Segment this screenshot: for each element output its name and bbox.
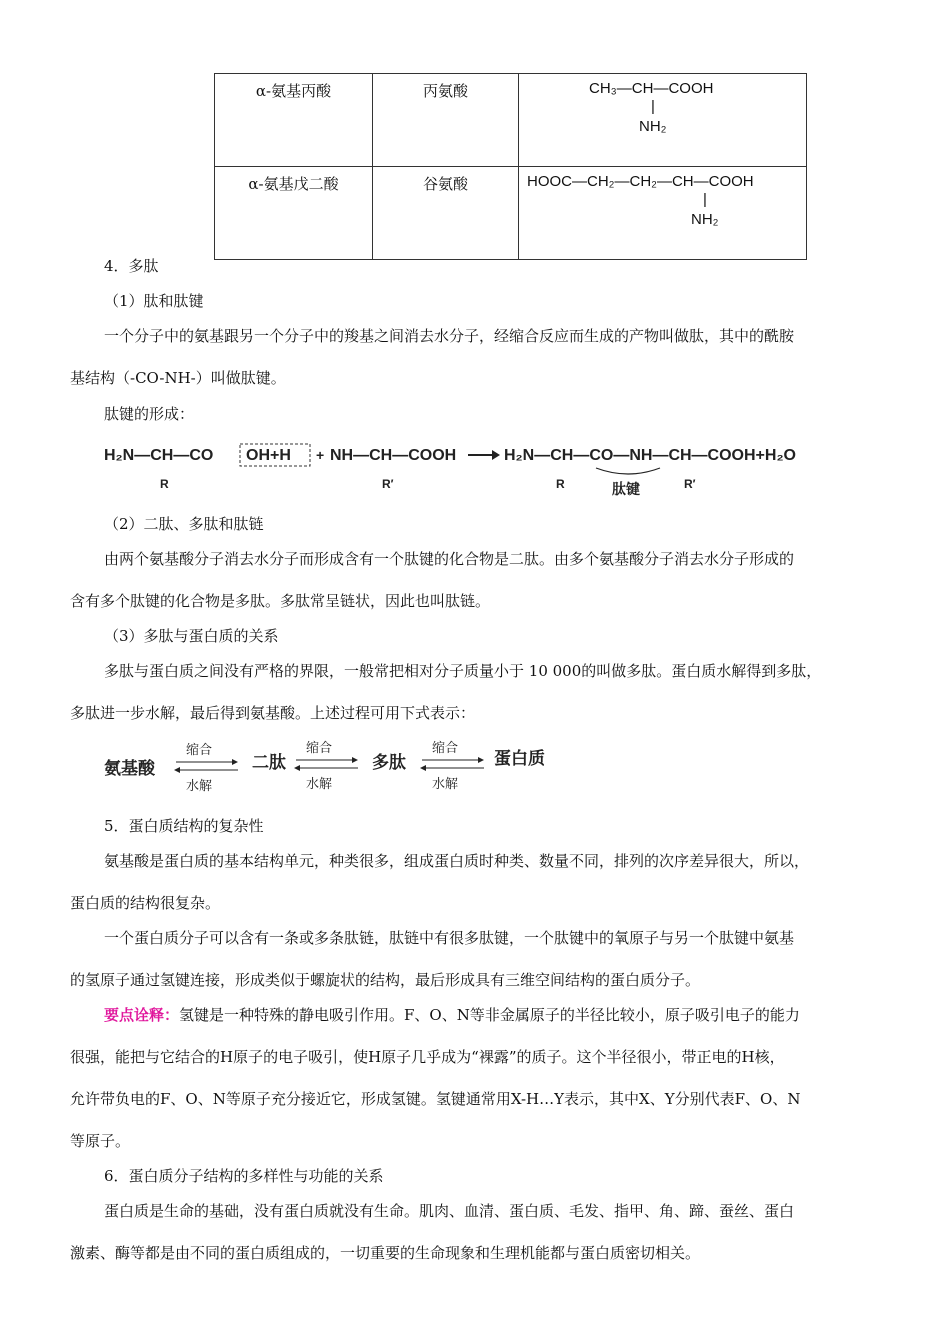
- structure-cell: [519, 74, 807, 167]
- bond-line: |: [703, 191, 707, 208]
- paragraph-line: 等原子。: [70, 1132, 131, 1150]
- svg-text:+: +: [316, 447, 325, 463]
- r-group: R: [160, 477, 169, 491]
- paragraph-line: 多肽进一步水解，最后得到氨基酸。上述过程可用下式表示：: [70, 704, 476, 722]
- scheme-protein: 蛋白质: [494, 749, 545, 769]
- peptide-bond-formation-diagram: [100, 432, 840, 500]
- common-name-cell: 丙氨酸: [373, 74, 519, 167]
- key-point-text: 氢键是一种特殊的静电吸引作用。F、O、N等非金属原子的半径比较小，原子吸引电子的能力: [179, 1006, 800, 1024]
- section-4-title: 4．多肽: [104, 257, 159, 275]
- systematic-name-cell: α-氨基丙酸: [215, 74, 373, 167]
- paragraph-line: 蛋白质是生命的基础，没有蛋白质就没有生命。肌肉、血清、蛋白质、毛发、指甲、角、蹄、蚕丝、蛋白: [104, 1202, 795, 1220]
- table-row: [215, 74, 807, 167]
- forward-label: 缩合: [306, 741, 333, 756]
- scheme-dipeptide: 二肽: [252, 753, 286, 773]
- r-group: R: [556, 477, 565, 491]
- subsection-3-title: （3）多肽与蛋白质的关系: [104, 627, 279, 645]
- glutamic-acid-formula: HOOC—CH₂—CH₂—CH—COOH: [527, 173, 754, 190]
- subsection-1-title: （1）肽和肽键: [104, 292, 204, 310]
- scheme-amino-acid: 氨基酸: [104, 759, 155, 779]
- bond-line: |: [651, 98, 655, 115]
- section-5-title: 5．蛋白质结构的复杂性: [104, 817, 264, 835]
- systematic-name-cell: α-氨基戊二酸: [215, 167, 373, 260]
- structure-cell: [519, 167, 807, 260]
- paragraph-line: 一个分子中的氨基跟另一个分子中的羧基之间消去水分子，经缩合反应而生成的产物叫做肽，其中的酰胺: [104, 327, 795, 345]
- paragraph-line: 由两个氨基酸分子消去水分子而形成含有一个肽键的化合物是二肽。由多个氨基酸分子消去水分子形成的: [104, 550, 795, 568]
- reactant-2-text: NH—CH—COOH: [330, 447, 457, 464]
- backward-label: 水解: [432, 777, 459, 792]
- forward-label: 缩合: [432, 741, 459, 756]
- backward-label: 水解: [306, 777, 333, 792]
- paragraph-line: 的氢原子通过氢键连接，形成类似于螺旋状的结构，最后形成具有三维空间结构的蛋白质分子。: [70, 971, 701, 989]
- reactant-1-text: H₂N—CH—CO: [104, 447, 214, 464]
- backward-label: 水解: [186, 779, 213, 794]
- amino-acid-table: [214, 73, 807, 260]
- arrow-icon: [492, 450, 500, 460]
- amino-group: NH₂: [639, 118, 667, 135]
- r-group: R′: [382, 477, 394, 491]
- alanine-formula: CH₃—CH—COOH: [589, 80, 714, 97]
- amino-group: NH₂: [691, 211, 719, 228]
- paragraph-line: 含有多个肽键的化合物是多肽。多肽常呈链状，因此也叫肽链。: [70, 592, 491, 610]
- paragraph-line: 基结构（-CO-NH-）叫做肽键。: [70, 369, 286, 387]
- forward-label: 缩合: [186, 743, 213, 758]
- key-point-label: 要点诠释：: [104, 1006, 180, 1024]
- bond-brace: [596, 468, 660, 474]
- paragraph-line: 一个蛋白质分子可以含有一条或多条肽链，肽链中有很多肽键，一个肽键中的氧原子与另一个肽键中氨基: [104, 929, 795, 947]
- paragraph-line: 多肽与蛋白质之间没有严格的界限，一般常把相对分子质量小于 10 000的叫做多肽。蛋白质水解得到多肽，: [104, 662, 822, 680]
- key-point-line: [104, 1005, 800, 1025]
- subsection-2-title: （2）二肽、多肽和肽链: [104, 515, 264, 533]
- common-name-cell: 谷氨酸: [373, 167, 519, 260]
- product-text: H₂N—CH—CO—NH—CH—COOH+H₂O: [504, 447, 796, 464]
- paragraph-line: 激素、酶等都是由不同的蛋白质组成的，一切重要的生命现象和生理机能都与蛋白质密切相关。: [70, 1244, 701, 1262]
- paragraph-line: 很强，能把与它结合的H原子的电子吸引，使H原子几乎成为“裸露”的质子。这个半径很小，带正电的H核，: [70, 1048, 785, 1066]
- table-row: [215, 167, 807, 260]
- paragraph-line: 氨基酸是蛋白质的基本结构单元，种类很多，组成蛋白质时种类、数量不同，排列的次序差异很大，所以，: [104, 852, 810, 870]
- r-group: R′: [684, 477, 696, 491]
- section-6-title: 6．蛋白质分子结构的多样性与功能的关系: [104, 1167, 384, 1185]
- paragraph-line: 肽键的形成：: [104, 405, 195, 423]
- paragraph-line: 蛋白质的结构很复杂。: [70, 894, 221, 912]
- hydrolysis-scheme-diagram: [100, 736, 560, 798]
- paragraph-line: 允许带负电的F、O、N等原子充分接近它，形成氢键。氢键通常用X-H…Y表示，其中X、Y分别代表F、O、N: [70, 1090, 801, 1108]
- scheme-polypeptide: 多肽: [372, 753, 406, 773]
- bond-label: 肽键: [612, 481, 640, 497]
- water-box-text: OH+H: [246, 447, 291, 464]
